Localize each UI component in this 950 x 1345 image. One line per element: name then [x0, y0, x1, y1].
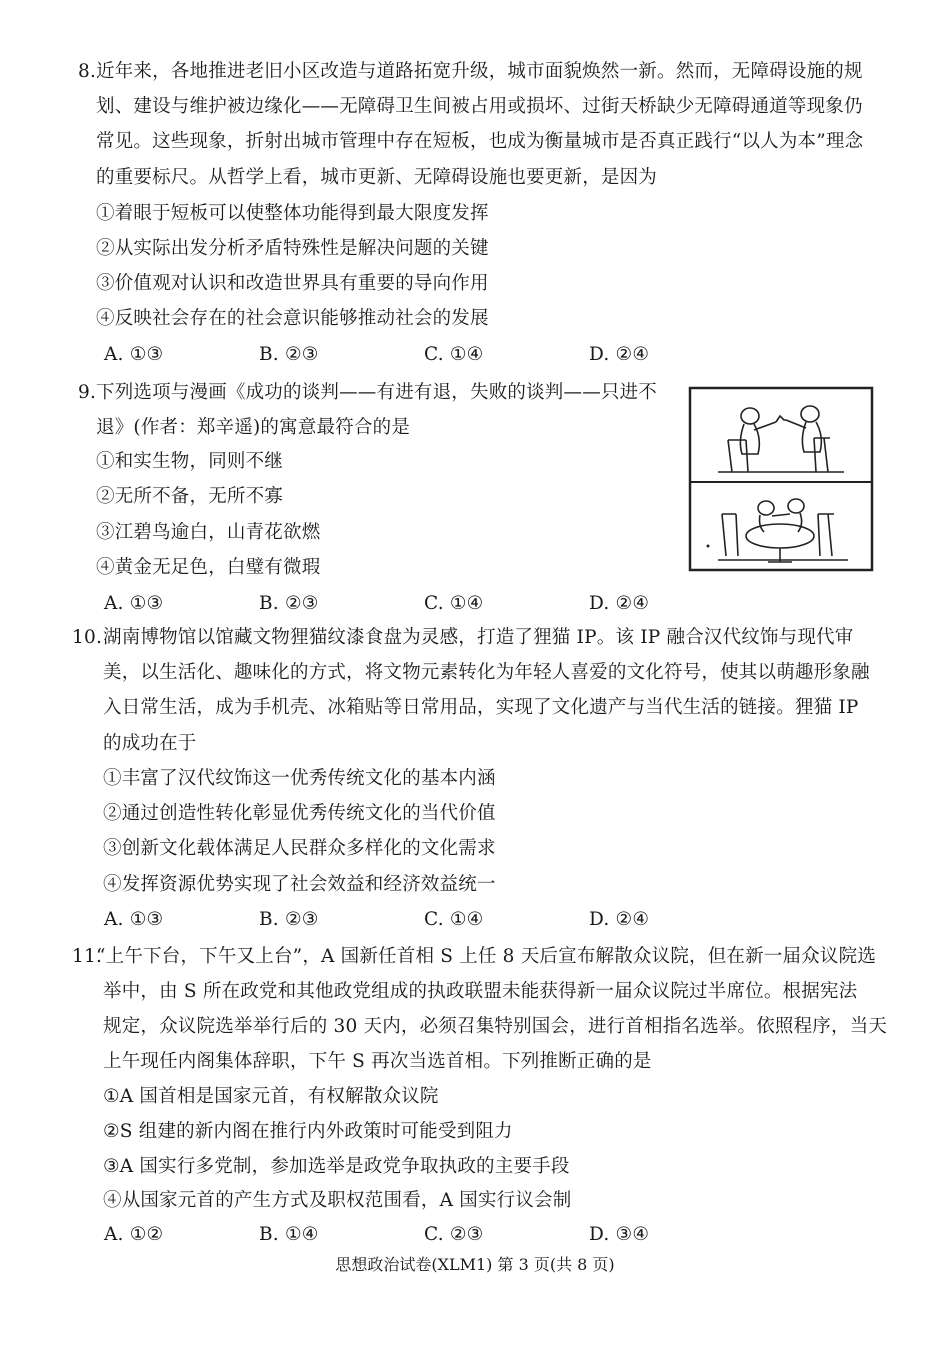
- question-text-line: 常见。这些现象，折射出城市管理中存在短板，也成为衡量城市是否真正践行“以人为本”理念: [96, 131, 864, 152]
- cartoon-frame: [690, 388, 872, 570]
- choice-d[interactable]: D. ②④: [589, 344, 650, 365]
- question-number: 10.: [72, 627, 103, 648]
- statement-3: ③价值观对认识和改造世界具有重要的导向作用: [96, 273, 489, 294]
- question-text-line: 湖南博物馆以馆藏文物狸猫纹漆食盘为灵感，打造了狸猫 IP。该 IP 融合汉代纹饰与现代审: [103, 627, 854, 648]
- statement-2: ②无所不备，无所不寡: [96, 486, 284, 507]
- choice-c[interactable]: C. ①④: [424, 909, 484, 930]
- statement-4: ④发挥资源优势实现了社会效益和经济效益统一: [103, 874, 496, 895]
- choice-c[interactable]: C. ②③: [424, 1224, 484, 1245]
- question-number: 11.: [72, 946, 103, 967]
- question-text-line: 的重要标尺。从哲学上看，城市更新、无障碍设施也要更新，是因为: [96, 167, 658, 188]
- statement-4: ④黄金无足色，白璧有微瑕: [96, 557, 321, 578]
- statement-1: ①A 国首相是国家元首，有权解散众议院: [103, 1086, 439, 1107]
- choice-d[interactable]: D. ③④: [589, 1224, 650, 1245]
- question-text-line: 退》(作者：郑辛遥)的寓意最符合的是: [96, 417, 411, 438]
- choice-d[interactable]: D. ②④: [589, 593, 650, 614]
- statement-3: ③A 国实行多党制，参加选举是政党争取执政的主要手段: [103, 1156, 570, 1177]
- choice-a[interactable]: A. ①③: [104, 909, 164, 930]
- choice-c[interactable]: C. ①④: [424, 344, 484, 365]
- question-number: 9.: [78, 382, 97, 403]
- question-text-line: 上午现任内阁集体辞职，下午 S 再次当选首相。下列推断正确的是: [103, 1051, 652, 1072]
- statement-3: ③江碧鸟逾白，山青花欲燃: [96, 522, 321, 543]
- question-text-line: 美，以生活化、趣味化的方式，将文物元素转化为年轻人喜爱的文化符号，使其以萌趣形象融: [103, 662, 870, 683]
- statement-2: ②S 组建的新内阁在推行内外政策时可能受到阻力: [103, 1121, 513, 1142]
- question-text-line: “上午下台，下午又上台”，A 国新任首相 S 上任 8 天后宣布解散众议院，但在新一届众议院选: [96, 946, 877, 967]
- choice-a[interactable]: A. ①③: [104, 344, 164, 365]
- choice-b[interactable]: B. ②③: [259, 909, 319, 930]
- statement-2: ②通过创造性转化彰显优秀传统文化的当代价值: [103, 803, 496, 824]
- question-text-line: 举中，由 S 所在政党和其他政党组成的执政联盟未能获得新一届众议院过半席位。根据宪法: [103, 981, 858, 1002]
- choice-d[interactable]: D. ②④: [589, 909, 650, 930]
- question-text-line: 下列选项与漫画《成功的谈判——有进有退，失败的谈判——只进不: [96, 382, 658, 403]
- choice-b[interactable]: B. ①④: [259, 1224, 319, 1245]
- statement-1: ①丰富了汉代纹饰这一优秀传统文化的基本内涵: [103, 768, 496, 789]
- question-text-line: 划、建设与维护被边缘化——无障碍卫生间被占用或损坏、过街天桥缺少无障碍通道等现象仍: [96, 96, 863, 117]
- choice-b[interactable]: B. ②③: [259, 344, 319, 365]
- cartoon-mark: [707, 545, 710, 548]
- choice-b[interactable]: B. ②③: [259, 593, 319, 614]
- question-text-line: 规定，众议院选举举行后的 30 天内，必须召集特别国会，进行首相指名选举。依照程序，当天: [103, 1016, 888, 1037]
- negotiation-cartoon: [688, 386, 874, 572]
- question-text-line: 的成功在于: [103, 733, 197, 754]
- statement-4: ④反映社会存在的社会意识能够推动社会的发展: [96, 308, 489, 329]
- question-text-line: 近年来，各地推进老旧小区改造与道路拓宽升级，城市面貌焕然一新。然而，无障碍设施的规: [96, 61, 863, 82]
- choice-a[interactable]: A. ①③: [104, 593, 164, 614]
- question-text-line: 入日常生活，成为手机壳、冰箱贴等日常用品，实现了文化遗产与当代生活的链接。狸猫 IP: [103, 697, 859, 718]
- page-footer: 思想政治试卷(XLM1) 第 3 页(共 8 页): [335, 1255, 615, 1274]
- statement-4: ④从国家元首的产生方式及职权范围看，A 国实行议会制: [103, 1190, 572, 1211]
- statement-2: ②从实际出发分析矛盾特殊性是解决问题的关键: [96, 238, 489, 259]
- question-number: 8.: [78, 61, 97, 82]
- statement-1: ①和实生物，同则不继: [96, 451, 284, 472]
- statement-3: ③创新文化载体满足人民群众多样化的文化需求: [103, 838, 496, 859]
- statement-1: ①着眼于短板可以使整体功能得到最大限度发挥: [96, 203, 489, 224]
- choice-a[interactable]: A. ①②: [104, 1224, 164, 1245]
- choice-c[interactable]: C. ①④: [424, 593, 484, 614]
